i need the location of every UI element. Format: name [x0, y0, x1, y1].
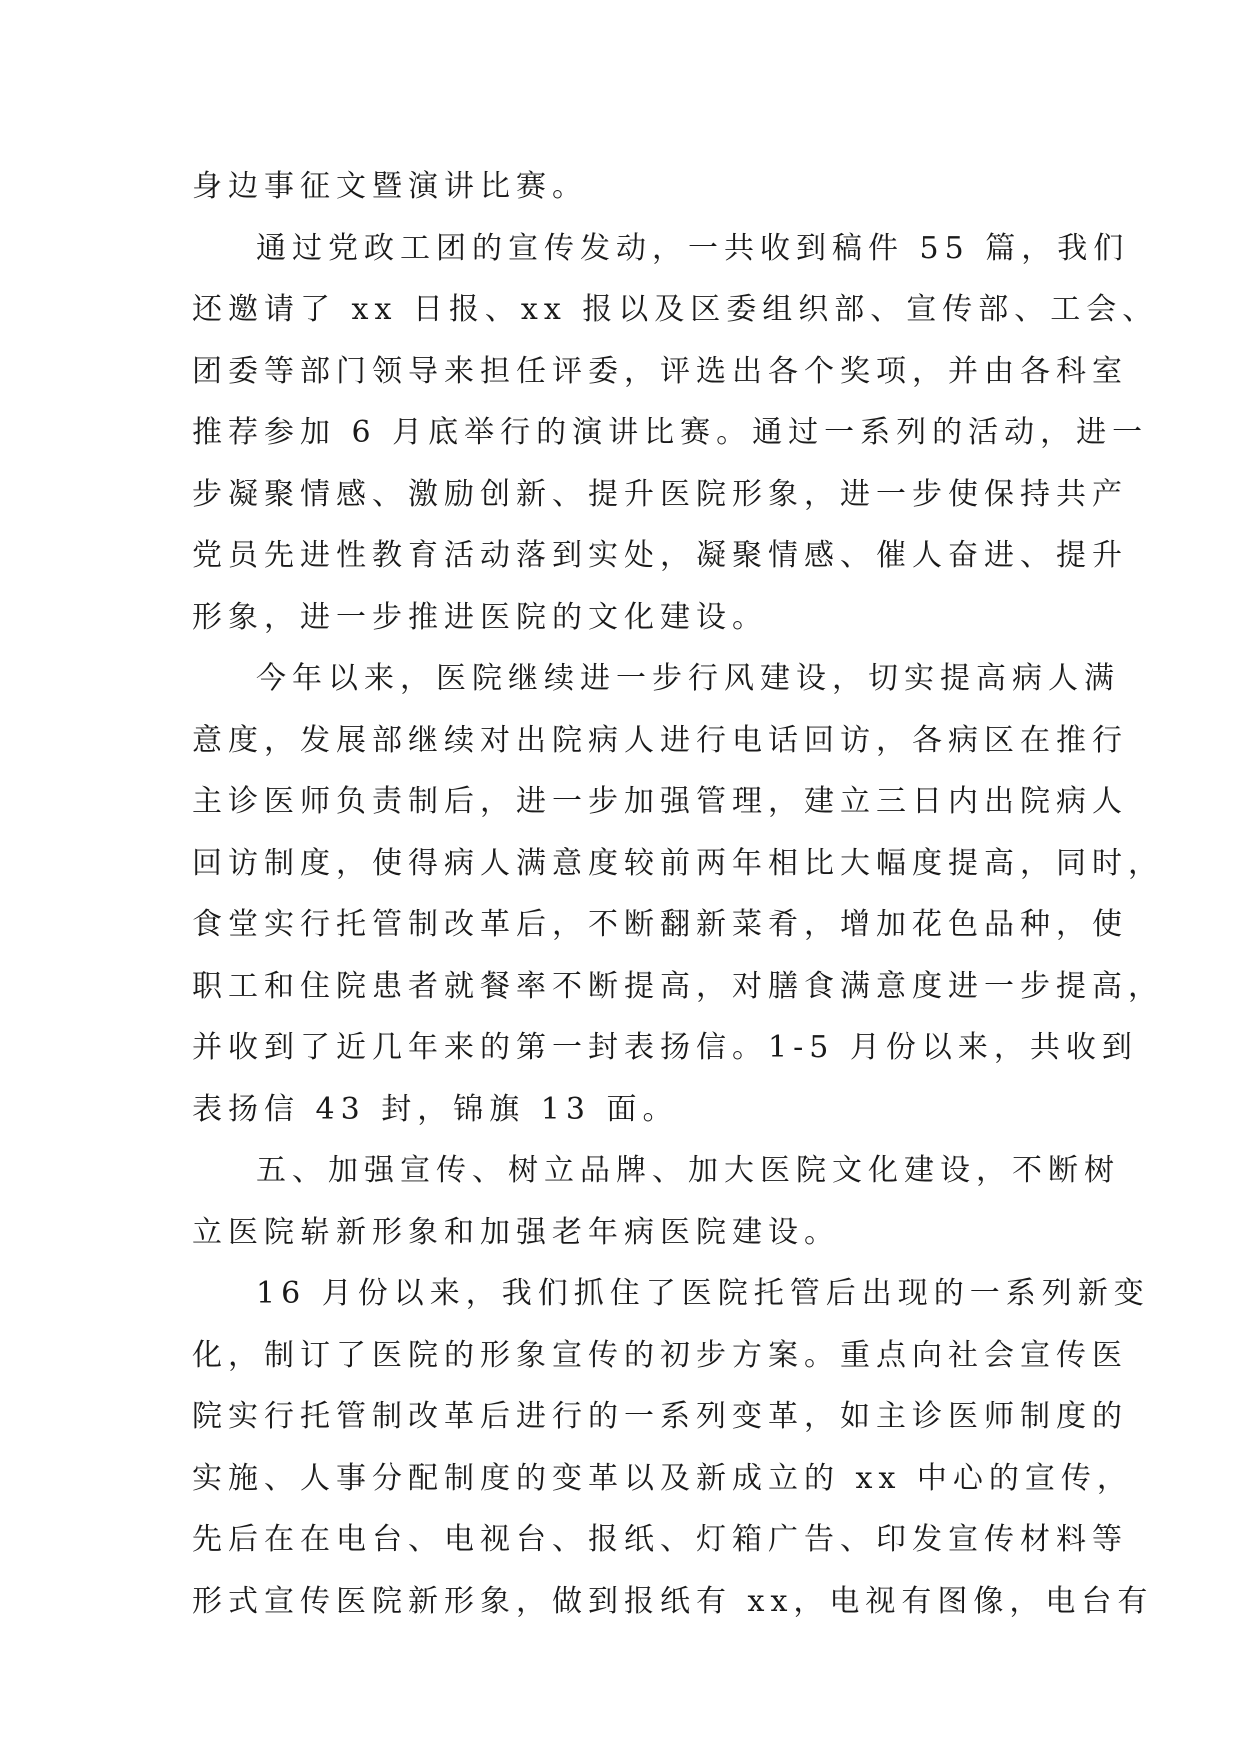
- document-body: [192, 156, 1164, 1632]
- text-line: 意度，发展部继续对出院病人进行电话回访，各病区在推行: [192, 722, 1128, 758]
- text-line: 立医院崭新形象和加强老年病医院建设。: [192, 1214, 840, 1250]
- text-line: 化，制订了医院的形象宣传的初步方案。重点向社会宣传医: [192, 1337, 1128, 1373]
- text-line: 还邀请了 xx 日报、xx 报以及区委组织部、宣传部、工会、: [192, 292, 1159, 327]
- text-line: 五、加强宣传、树立品牌、加大医院文化建设，不断树: [256, 1153, 1120, 1188]
- text-line: 团委等部门领导来担任评委，评选出各个奖项，并由各科室: [192, 353, 1128, 389]
- text-line: 主诊医师负责制后，进一步加强管理，建立三日内出院病人: [192, 784, 1128, 819]
- text-line: 表扬信 43 封，锦旗 13 面。: [192, 1091, 679, 1127]
- text-line: 今年以来，医院继续进一步行风建设，切实提高病人满: [256, 661, 1120, 696]
- text-line: 推荐参加 6 月底举行的演讲比赛。通过一系列的活动，进一: [192, 415, 1149, 450]
- text-line: 先后在在电台、电视台、报纸、灯箱广告、印发宣传材料等: [192, 1522, 1128, 1557]
- text-line: 通过党政工团的宣传发动，一共收到稿件 55 篇，我们: [256, 230, 1130, 266]
- text-line: 实施、人事分配制度的变革以及新成立的 xx 中心的宣传，: [192, 1460, 1133, 1496]
- text-line: 党员先进性教育活动落到实处，凝聚情感、催人奋进、提升: [192, 538, 1128, 573]
- text-line: 形象，进一步推进医院的文化建设。: [192, 599, 768, 635]
- text-line: 回访制度，使得病人满意度较前两年相比大幅度提高，同时，: [192, 845, 1164, 881]
- text-line: 院实行托管制改革后进行的一系列变革，如主诊医师制度的: [192, 1399, 1128, 1434]
- text-line: 食堂实行托管制改革后，不断翻新菜肴，增加花色品种，使: [192, 907, 1128, 942]
- text-line: 并收到了近几年来的第一封表扬信。1-5 月份以来，共收到: [192, 1030, 1138, 1065]
- text-line: 16 月份以来，我们抓住了医院托管后出现的一系列新变: [256, 1276, 1150, 1311]
- text-line: 职工和住院患者就餐率不断提高，对膳食满意度进一步提高，: [192, 968, 1164, 1004]
- text-line: 步凝聚情感、激励创新、提升医院形象，进一步使保持共产: [192, 476, 1128, 512]
- text-line: 形式宣传医院新形象，做到报纸有 xx，电视有图像，电台有: [192, 1583, 1154, 1619]
- text-line: 身边事征文暨演讲比赛。: [192, 169, 588, 204]
